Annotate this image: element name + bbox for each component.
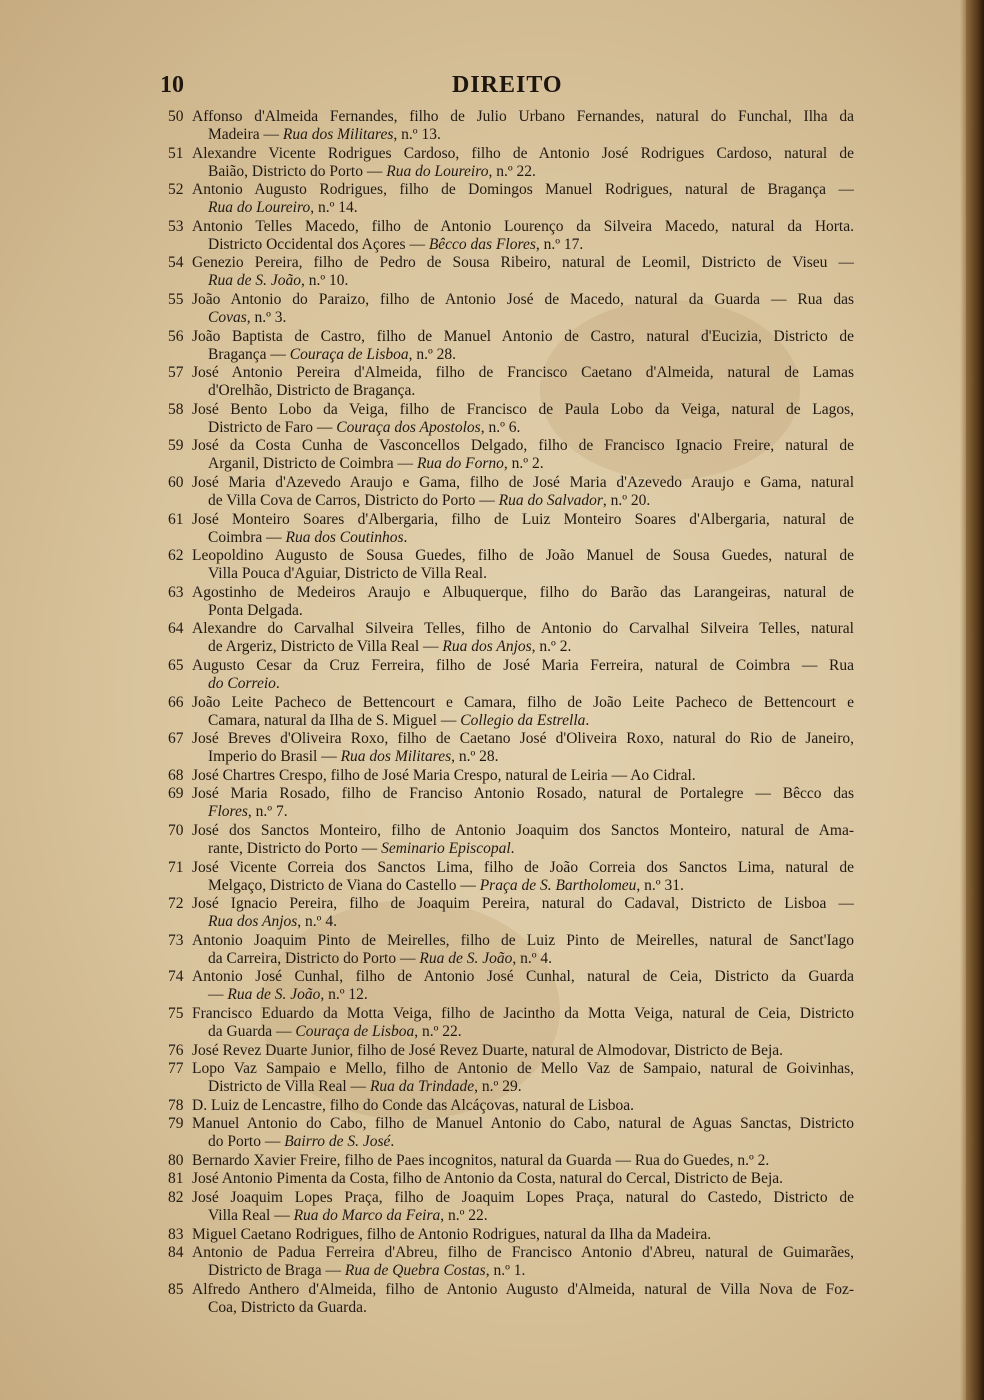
entry-address: Praça de S. Bartholomeu	[479, 876, 637, 894]
entry-house-number: , n.º 2.	[531, 638, 572, 656]
entry-continuation	[208, 382, 848, 400]
entry-line: João Leite Pacheco de Bettencourt e Camara, filho de João Leite Pacheco de Bettencourt e	[192, 693, 854, 711]
entry-text: Districto de Braga —	[208, 1262, 345, 1280]
entry-line: D. Luiz de Lencastre, filho do Conde das Alcáçovas, natural de Lisboa.	[192, 1096, 635, 1114]
entry-continuation	[208, 602, 848, 620]
entry-number: 68	[168, 766, 184, 784]
entry-line: João Antonio do Paraizo, filho de Antonio José de Macedo, natural da Guarda — Rua das	[192, 291, 854, 308]
entry-number: 79	[168, 1115, 184, 1133]
entry-text: rante, Districto do Porto —	[208, 839, 382, 857]
entry-number: 76	[168, 1041, 184, 1059]
entry-address: Rua do Forno	[416, 455, 504, 473]
entry-continuation	[208, 712, 848, 730]
entry-house-number: , n.º 10.	[300, 272, 349, 290]
entry-address: Couraça dos Apostolos	[336, 418, 481, 436]
entry-house-number: , n.º 28.	[451, 748, 499, 766]
entry-address: Rua de S. João	[419, 949, 513, 967]
entry-address: Rua dos Anjos	[442, 638, 532, 656]
entry-address: Rua dos Coutinhos	[285, 528, 404, 546]
entry-continuation	[208, 126, 848, 144]
entry-address: Rua do Salvador	[498, 492, 603, 510]
entry-address: Rua de Quebra Costas	[344, 1262, 486, 1280]
entry-line: Genezio Pereira, filho de Pedro de Sousa Ribeiro, natural de Leomil, Districto de Viseu —	[192, 254, 854, 272]
entry-number: 50	[168, 108, 184, 125]
entry-line: Antonio Joaquim Pinto de Meirelles, filho de Luiz Pinto de Meirelles, natural de Sanct'Iago	[192, 931, 854, 949]
entry-line: Francisco Eduardo da Motta Veiga, filho de Jacintho da Motta Veiga, natural de Ceia, Districto	[192, 1004, 854, 1022]
entry-continuation	[208, 748, 848, 766]
page-header	[160, 72, 860, 102]
entry-address: Rua dos Anjos	[208, 913, 298, 931]
page-number: 10	[160, 72, 184, 98]
entry-house-number: , n.º 17.	[535, 235, 584, 253]
entry-continuation	[208, 1299, 848, 1317]
entry-text: Imperio do Brasil —	[208, 748, 341, 766]
entry-text: do Porto —	[208, 1133, 285, 1151]
entry-continuation	[208, 1078, 848, 1096]
entry-house-number: , n.º 4.	[297, 913, 337, 931]
entry-line: Manuel Antonio do Cabo, filho de Manuel Antonio do Cabo, natural de Aguas Sanctas, Districto	[192, 1115, 854, 1133]
entry-number: 54	[168, 254, 184, 272]
entry-continuation	[208, 675, 848, 693]
entry-continuation	[208, 1207, 848, 1225]
entry-number: 63	[168, 583, 184, 601]
entry-line: Antonio Telles Macedo, filho de Antonio Lourenço da Silveira Macedo, natural da Horta.	[192, 217, 854, 235]
entry-address: Seminario Episcopal	[381, 839, 511, 857]
entry-number: 72	[168, 895, 184, 913]
entry-line: José Maria d'Azevedo Araujo e Gama, filho de José Maria d'Azevedo Araujo e Gama, natural	[192, 474, 854, 491]
entry-number: 53	[168, 217, 184, 235]
entry-continuation	[208, 1133, 848, 1151]
entry-continuation	[208, 638, 848, 656]
entry-text: da Guarda —	[208, 1022, 296, 1040]
entry-text: Coa, Districto da Guarda.	[208, 1298, 367, 1316]
entry-number: 60	[168, 474, 184, 491]
entry-text: Districto de Villa Real —	[208, 1078, 370, 1096]
entry-address: Bairro de S. José	[284, 1133, 391, 1151]
entry-line: Antonio de Padua Ferreira d'Abreu, filho de Francisco Antonio d'Abreu, natural de Guimarães,	[192, 1244, 854, 1262]
entry-number: 56	[168, 327, 184, 345]
entry-number: 52	[168, 181, 184, 199]
entry-text: Ponta Delgada.	[208, 601, 303, 619]
entry-line: Antonio Augusto Rodrigues, filho de Domingos Manuel Rodrigues, natural de Bragança —	[192, 181, 854, 199]
entry-line: José dos Sanctos Monteiro, filho de Antonio Joaquim dos Sanctos Monteiro, natural de Ama-	[192, 821, 854, 839]
entry-line: José Monteiro Soares d'Albergaria, filho de Luiz Monteiro Soares d'Albergaria, natural de	[192, 510, 854, 528]
entry-number: 75	[168, 1004, 184, 1022]
entry-number: 66	[168, 693, 184, 711]
entry-number: 71	[168, 858, 184, 876]
entry-line: Bernardo Xavier Freire, filho de Paes incognitos, natural da Guarda — Rua do Guedes, n.º 2.	[192, 1151, 770, 1169]
entry-text: de Villa Cova de Carros, Districto do Porto —	[208, 492, 499, 510]
entry-line: José Breves d'Oliveira Roxo, filho de Caetano José d'Oliveira Roxo, natural do Rio de Janeiro,	[192, 730, 854, 748]
entry-number: 59	[168, 437, 184, 455]
book-spine	[966, 0, 984, 1400]
entry-continuation	[208, 803, 848, 821]
entry-number: 51	[168, 144, 184, 162]
entry-line: Lopo Vaz Sampaio e Mello, filho de Antonio de Mello Vaz de Sampaio, natural de Goivinhas,	[192, 1060, 854, 1078]
entry-house-number: .	[585, 711, 590, 729]
entry-continuation	[208, 1023, 848, 1041]
entry-line: Augusto Cesar da Cruz Ferreira, filho de José Maria Ferreira, natural de Coimbra — Rua	[192, 657, 854, 674]
running-title: DIREITO	[452, 72, 563, 98]
entry-house-number: , n.º 22.	[488, 162, 536, 180]
entry-number: 84	[168, 1244, 184, 1262]
entry-address: Rua do Marco da Feira	[293, 1206, 441, 1224]
entry-continuation	[208, 877, 848, 895]
entry-line: Alexandre do Carvalhal Silveira Telles, filho de Antonio do Carvalhal Silveira Telles, natural	[192, 620, 854, 638]
entry-number: 83	[168, 1225, 184, 1243]
entry-continuation	[208, 950, 848, 968]
entry-house-number: , n.º 14.	[310, 199, 358, 217]
entry-continuation	[208, 492, 848, 510]
entry-number: 62	[168, 547, 184, 565]
entry-house-number: , n.º 4.	[512, 949, 553, 967]
entry-continuation	[208, 1262, 848, 1280]
entry-house-number: , n.º 22.	[414, 1022, 462, 1040]
entry-address: Rua de S. João	[208, 272, 301, 290]
entry-address: Collegio da Estrella	[460, 711, 586, 729]
entry-house-number: , n.º 3.	[246, 309, 287, 327]
entry-line: José da Costa Cunha de Vasconcellos Delgado, filho de Francisco Ignacio Freire, natural de	[192, 437, 854, 455]
entry-address: Rua dos Militares	[340, 748, 452, 766]
entry-text: Coimbra —	[208, 528, 286, 546]
entry-line: Leopoldino Augusto de Sousa Guedes, filho de João Manuel de Sousa Guedes, natural de	[192, 547, 854, 565]
entry-continuation	[208, 840, 848, 858]
entry-continuation	[208, 986, 848, 1004]
entry-number: 64	[168, 620, 184, 638]
entry-number: 73	[168, 931, 184, 949]
entry-text: d'Orelhão, Districto de Bragança.	[208, 382, 416, 400]
entry-number: 58	[168, 400, 184, 418]
entry-continuation	[208, 529, 848, 547]
entry-text: Bragança —	[208, 345, 290, 363]
entry-house-number: , n.º 1.	[485, 1262, 526, 1280]
entry-address: Bêcco das Flores	[428, 235, 536, 253]
entry-continuation	[208, 163, 848, 181]
entry-line: José Vicente Correia dos Sanctos Lima, filho de João Correia dos Sanctos Lima, natural de	[192, 858, 854, 876]
entry-house-number: , n.º 6.	[480, 418, 521, 436]
entry-number: 70	[168, 821, 184, 839]
entry-line: Miguel Caetano Rodrigues, filho de Antonio Rodrigues, natural da Ilha da Madeira.	[192, 1225, 712, 1243]
entry-text: Camara, natural da Ilha de S. Miguel —	[208, 711, 461, 729]
entry-line: José Chartres Crespo, filho de José Maria Crespo, natural de Leiria — Ao Cidral.	[192, 766, 696, 784]
entry-continuation	[208, 346, 848, 364]
entry-continuation	[208, 565, 848, 583]
entry-line: José Ignacio Pereira, filho de Joaquim Pereira, natural do Cadaval, Districto de Lisboa —	[192, 895, 854, 913]
entry-number: 82	[168, 1188, 184, 1206]
entry-text: da Carreira, Districto do Porto —	[208, 949, 420, 967]
entry-continuation	[208, 455, 848, 473]
entry-line: José Antonio Pimenta da Costa, filho de Antonio da Costa, natural do Cercal, Districto de Beja.	[192, 1170, 784, 1188]
entry-text: de Argeriz, Districto de Villa Real —	[208, 638, 443, 656]
entry-house-number: , n.º 31.	[636, 876, 684, 894]
entry-text: Baião, Districto do Porto —	[208, 162, 387, 180]
entry-number: 55	[168, 291, 184, 308]
entry-number: 78	[168, 1096, 184, 1114]
entry-house-number: , n.º 12.	[320, 986, 368, 1004]
entry-address: Couraça de Lisboa	[289, 345, 409, 363]
entry-line: Affonso d'Almeida Fernandes, filho de Julio Urbano Fernandes, natural do Funchal, Ilha da	[192, 108, 854, 125]
entry-line: José Joaquim Lopes Praça, filho de Joaquim Lopes Praça, natural do Castedo, Districto de	[192, 1188, 854, 1206]
entry-address: Covas	[208, 309, 247, 327]
entry-text: Melgaço, Districto de Viana do Castello —	[208, 876, 480, 894]
entry-house-number: .	[510, 839, 515, 857]
entry-line: Agostinho de Medeiros Araujo e Albuquerque, filho do Barão das Larangeiras, natural de	[192, 583, 854, 601]
entry-number: 85	[168, 1280, 184, 1298]
entry-line: Alexandre Vicente Rodrigues Cardoso, filho de Antonio José Rodrigues Cardoso, natural de	[192, 144, 854, 162]
entry-number: 61	[168, 510, 184, 528]
entry-address: do Correio	[208, 675, 276, 693]
entry-line: Antonio José Cunhal, filho de Antonio José Cunhal, natural de Ceia, Districto da Guarda	[192, 968, 854, 986]
entry-line: José Maria Rosado, filho de Franciso Antonio Rosado, natural de Portalegre — Bêcco das	[192, 785, 854, 803]
entry-line: José Antonio Pereira d'Almeida, filho de Francisco Caetano d'Almeida, natural de Lamas	[192, 364, 854, 382]
entry-house-number: .	[403, 528, 408, 546]
entry-continuation	[208, 419, 848, 437]
entry-house-number: .	[275, 675, 280, 693]
entry-address: Rua do Loureiro	[208, 199, 311, 217]
entry-continuation	[208, 309, 848, 327]
entry-continuation	[208, 913, 848, 931]
entry-address: Rua dos Militares	[282, 126, 394, 144]
entry-text: Villa Real —	[208, 1206, 294, 1224]
entry-text: Arganil, Districto de Coimbra —	[208, 455, 417, 473]
entry-continuation	[208, 272, 848, 290]
entry-number: 57	[168, 364, 184, 382]
entry-text: Villa Pouca d'Aguiar, Districto de Villa Real.	[208, 565, 487, 583]
entry-text: Districto Occidental dos Açores —	[208, 235, 429, 253]
entry-address: Rua do Loureiro	[386, 162, 489, 180]
entry-house-number: , n.º 20.	[602, 492, 651, 510]
entry-house-number: , n.º 13.	[393, 126, 441, 144]
entry-number: 69	[168, 785, 184, 803]
entry-line: José Revez Duarte Junior, filho de José Revez Duarte, natural de Almodovar, Districto de Beja.	[192, 1041, 784, 1059]
entry-number: 67	[168, 730, 184, 748]
entry-line: José Bento Lobo da Veiga, filho de Francisco de Paula Lobo da Veiga, natural de Lagos,	[192, 400, 854, 418]
entry-address: Rua de S. João	[227, 986, 321, 1004]
entry-address: Rua da Trindade	[369, 1078, 475, 1096]
entry-address: Couraça de Lisboa	[295, 1022, 415, 1040]
entry-house-number: , n.º 22.	[440, 1206, 488, 1224]
entry-continuation	[208, 236, 848, 254]
entry-continuation	[208, 199, 848, 217]
entry-line: João Baptista de Castro, filho de Manuel Antonio de Castro, natural d'Eucizia, Districto de	[192, 327, 854, 345]
entry-line: Alfredo Anthero d'Almeida, filho de Antonio Augusto d'Almeida, natural de Villa Nova de Foz-	[192, 1280, 854, 1298]
entry-text: —	[208, 986, 228, 1004]
entry-address: Flores	[208, 803, 248, 821]
entry-house-number: , n.º 2.	[503, 455, 544, 473]
entry-text: Madeira —	[208, 126, 283, 144]
entry-number: 77	[168, 1060, 184, 1078]
entry-house-number: .	[390, 1133, 395, 1151]
entry-text: Districto de Faro —	[208, 418, 337, 436]
entry-house-number: , n.º 28.	[408, 345, 457, 363]
entry-number: 65	[168, 657, 184, 674]
entry-number: 81	[168, 1170, 184, 1188]
entry-number: 80	[168, 1151, 184, 1169]
entry-number: 74	[168, 968, 184, 986]
entry-house-number: , n.º 29.	[474, 1078, 522, 1096]
entry-house-number: , n.º 7.	[247, 803, 288, 821]
